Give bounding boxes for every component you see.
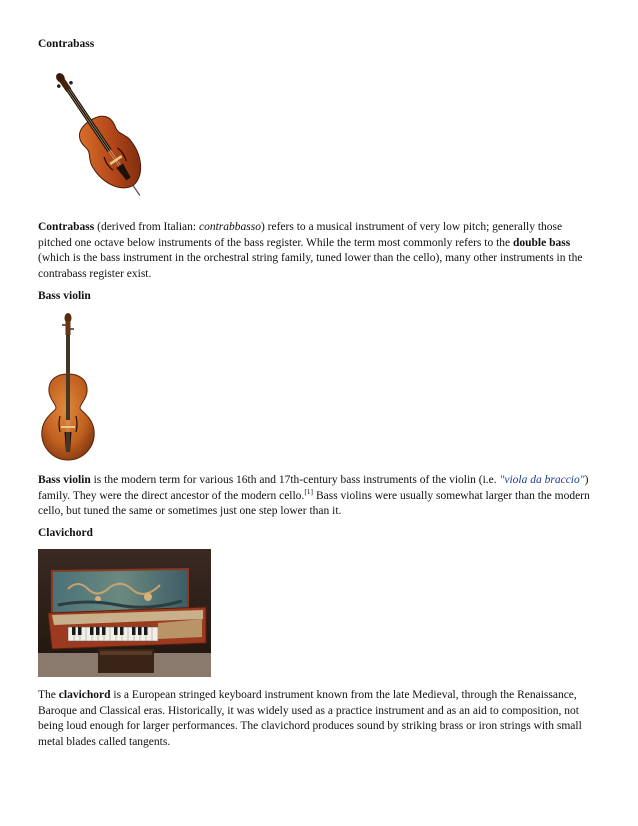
viola-da-braccio-link[interactable]: "viola da braccio" — [499, 474, 585, 486]
clavichord-image — [38, 549, 211, 677]
text-fragment: (derived from Italian: — [94, 221, 199, 233]
term-double-bass: double bass — [513, 236, 571, 249]
section-title-bass-violin: Bass violin — [38, 290, 91, 302]
citation-reference-link[interactable]: [1] — [304, 486, 314, 496]
section-title-clavichord: Clavichord — [38, 527, 93, 539]
text-fragment: The — [38, 689, 59, 701]
paragraph-bass-violin — [38, 473, 598, 520]
contrabass-image — [36, 60, 162, 210]
text-fragment: ) family. They were the direct ancestor of the modern cello. — [38, 474, 589, 502]
section-title-contrabass: Contrabass — [38, 38, 95, 50]
text-fragment: ) refers to a musical instrument of very low pitch; generally those pitched one octave below instruments of the bass register. While the term most commonly refers to the — [38, 221, 563, 249]
term-contrabass: Contrabass — [38, 221, 95, 233]
term-clavichord: clavichord — [58, 689, 111, 701]
text-fragment: is a European stringed keyboard instrument known from the late Medieval, through the Renaissance, Baroque and Classical eras. Historically, it was widely used as a practice instrument and as an aid to composition, not being loud enough for larger performances. The clavichord produces sound by striking brass or iron strings with small metal blades called tangents. — [38, 689, 582, 748]
text-fragment: is the modern term for various 16th and 17th-century bass instruments of the violin (i.e. — [90, 474, 500, 486]
text-fragment: Bass violins were usually somewhat larger than the modern cello, but tuned the same or sometimes just one step lower than it. — [38, 489, 590, 518]
bass-violin-image — [36, 312, 100, 462]
paragraph-clavichord — [38, 688, 598, 750]
paragraph-contrabass — [38, 220, 598, 282]
italic-contrabbasso: contrabbasso — [198, 221, 261, 233]
term-bass-violin: Bass violin — [38, 474, 91, 486]
text-fragment: (which is the bass instrument in the orchestral string family, tuned lower than the cello), many other instruments in the contrabass register exist. — [38, 252, 583, 280]
